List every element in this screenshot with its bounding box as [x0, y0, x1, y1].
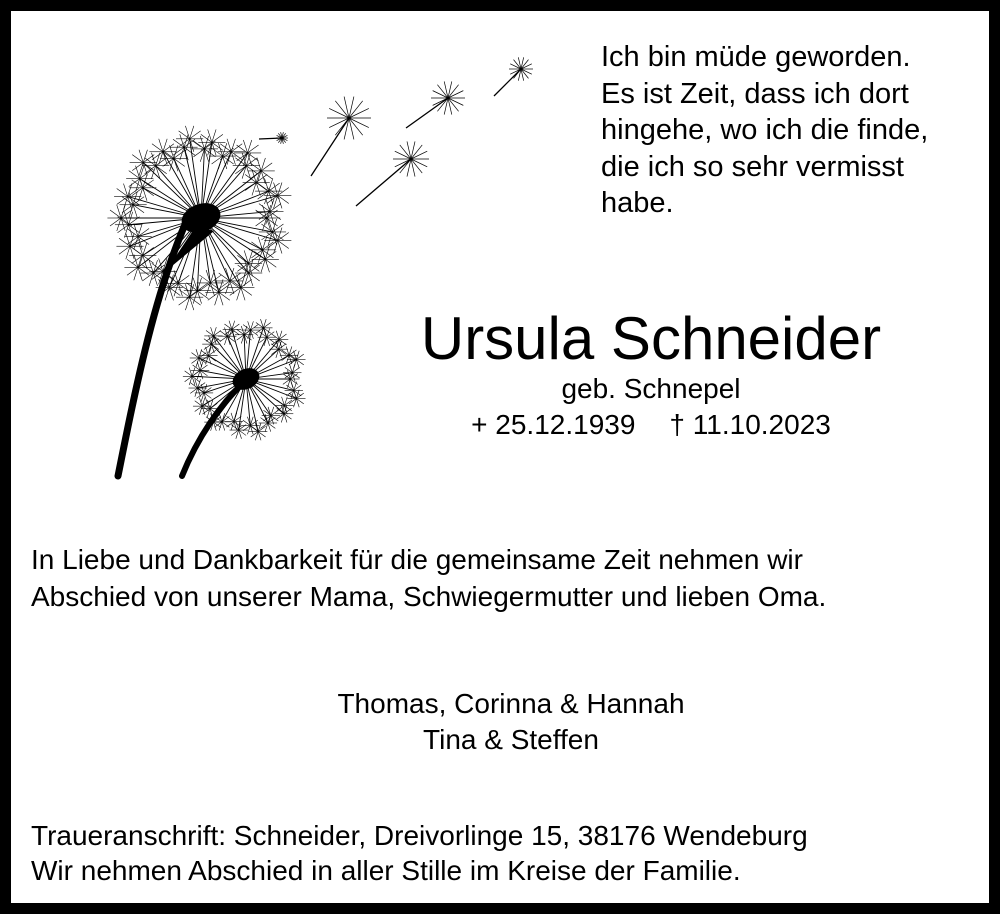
message-line: Abschied von unserer Mama, Schwiegermutter und lieben Oma.	[31, 581, 827, 612]
death-date: † 11.10.2023	[669, 409, 831, 440]
poem-line: hingehe, wo ich die finde,	[601, 114, 929, 146]
poem-line: habe.	[601, 187, 674, 219]
family-line: Tina & Steffen	[423, 724, 599, 755]
family-note: Wir nehmen Abschied in aller Stille im Kreise der Familie.	[31, 855, 741, 886]
maiden-name: geb. Schnepel	[561, 373, 741, 404]
birth-date: + 25.12.1939	[471, 409, 636, 440]
mourning-address: Traueranschrift: Schneider, Dreivorlinge 15, 38176 Wendeburg	[31, 820, 808, 851]
deceased-name: Ursula Schneider	[420, 305, 882, 372]
poem	[601, 39, 981, 222]
poem-line: die ich so sehr vermisst	[601, 150, 904, 183]
footer	[31, 818, 991, 888]
poem-line: Es ist Zeit, dass ich dort	[601, 77, 909, 110]
family-line: Thomas, Corinna & Hannah	[337, 688, 685, 719]
message-line: In Liebe und Dankbarkeit für die gemeinsame Zeit nehmen wir	[31, 544, 803, 575]
farewell-message	[31, 541, 991, 615]
life-dates	[381, 408, 921, 442]
family-signatures	[161, 686, 861, 758]
poem-line: Ich bin müde geworden.	[601, 41, 911, 73]
